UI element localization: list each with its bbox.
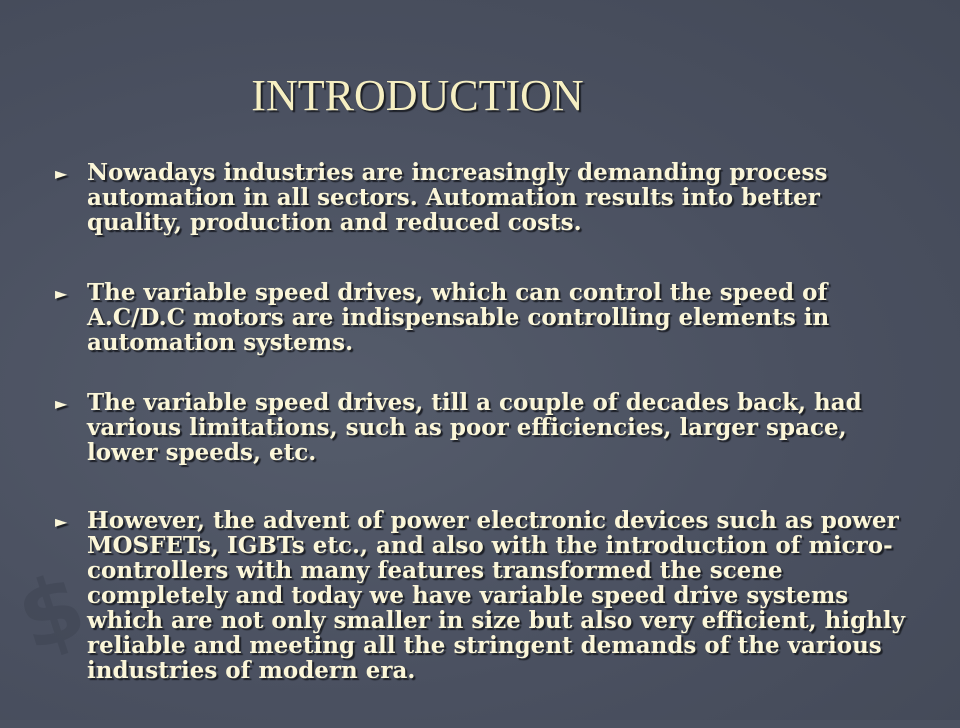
bullet-item [55, 508, 915, 683]
bullet-item [55, 160, 915, 235]
right-pointer-icon: ► [55, 284, 68, 303]
bullet-text: However, the advent of power electronic devices such as power MOSFETs, IGBTs etc., and also with the introduction of micro-controllers with many features transformed the scene completely and today we have variable speed drive systems which are not only smaller in size but also very efficient, highly reliable and meeting all the stringent demands of the various industries of modern era. [87, 507, 906, 684]
right-pointer-icon: ► [55, 394, 68, 413]
bullet-text: Nowadays industries are increasingly demanding process automation in all sectors. Automation results into better quality, production and reduced costs. [87, 159, 828, 236]
bullet-item [55, 280, 915, 355]
bullet-item [55, 390, 915, 465]
watermark-decoration: $ [5, 552, 98, 673]
right-pointer-icon: ► [55, 164, 68, 183]
bullet-text: The variable speed drives, which can control the speed of A.C/D.C motors are indispensable controlling elements in automation systems. [87, 279, 830, 356]
right-pointer-icon: ► [55, 512, 68, 531]
slide-title: INTRODUCTION [251, 71, 584, 120]
bullet-list [55, 160, 915, 728]
bullet-text: The variable speed drives, till a couple of decades back, had various limitations, such as poor efficiencies, larger space, lower speeds, etc. [87, 389, 862, 466]
